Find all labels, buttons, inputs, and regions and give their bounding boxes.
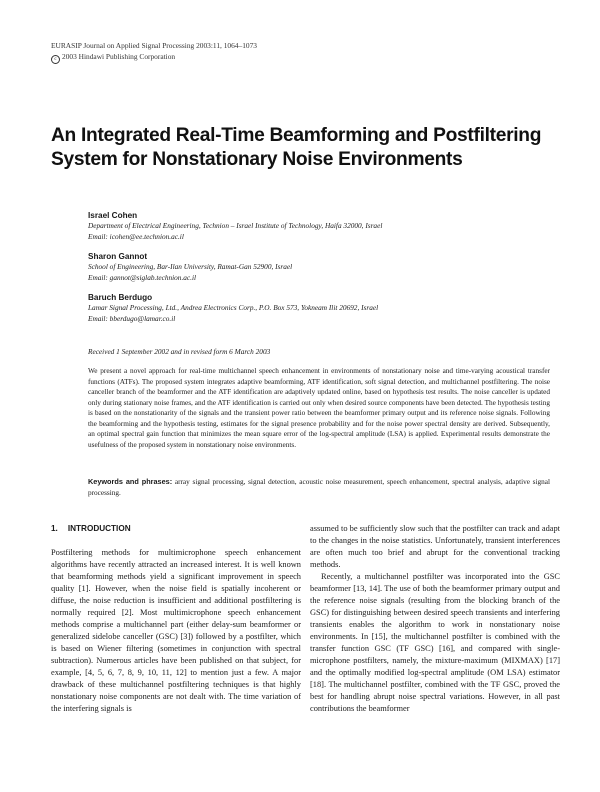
copyright-line	[51, 51, 257, 64]
author-list	[88, 210, 558, 334]
body-paragraph: Recently, a multichannel postfilter was incorporated into the GSC beamformer [13, 14]. The use of both the beamformer primary output and the reference noise signals (resulting from the blocking branch of the GSC) for distinguishing between desired speech transients and interfering transients enables the algorithm to work in nonstationary noise environments. In [15], the multichannel postfilter is combined with the transfer function GSC (TF GSC) [16], and compared with single-microphone postfilters, namely, the mixture-maximum (MIXMAX) [17] and the optimally modified log-spectral amplitude (OM LSA) estimator [18]. The multichannel postfilter, combined with the TF GSC, proved the best for handling abrupt noise spectral variations. However, in all past contributions the beamformer	[310, 572, 560, 713]
author-block	[88, 292, 558, 324]
left-column	[51, 523, 301, 715]
author-email: Email: bberdugo@lamar.co.il	[88, 313, 176, 323]
right-column	[310, 523, 560, 715]
author-name: Sharon Gannot	[88, 252, 148, 262]
copyright-text: 2003 Hindawi Publishing Corporation	[62, 52, 176, 61]
section-heading	[51, 523, 301, 535]
section-number: 1.	[51, 524, 58, 533]
author-affiliation: School of Engineering, Bar-Ilan University, Ramat-Gan 52900, Israel	[88, 262, 293, 272]
journal-header	[51, 40, 257, 64]
title-line-2: System for Nonstationary Noise Environments	[51, 149, 463, 170]
copyright-icon: c	[51, 55, 60, 64]
section-title: INTRODUCTION	[67, 524, 131, 533]
body-paragraph: Postfiltering methods for multimicrophone speech enhancement algorithms have recently attracted an increased interest. It is well known that beamforming methods yield a significant improvement in speech quality [1]. However, when the noise field is spatially incoherent or diffuse, the noise reduction is insufficient and additional postfiltering is normally required [2]. Most multimicrophone speech enhancement methods comprise a multichannel part (either delay-sum beamformer or generalized sidelobe canceller (GSC) [3]) followed by a postfilter, which is based on Wiener filtering (sometimes in conjunction with spectral subtraction). Numerous articles have been published on that subject, for example, [4, 5, 6, 7, 8, 9, 10, 11, 12] to mention just a few. A major drawback of these multichannel postfiltering techniques is that highly nonstationary noise components are not dealt with. The time variation of the interfering signals is	[51, 548, 301, 713]
title-line-1: An Integrated Real-Time Beamforming and Postfiltering	[51, 125, 542, 146]
journal-citation: EURASIP Journal on Applied Signal Processing 2003:11, 1064–1073	[51, 41, 257, 50]
author-name: Israel Cohen	[88, 211, 138, 220]
keywords	[88, 477, 550, 498]
author-email: Email: icohen@ee.technion.ac.il	[88, 231, 184, 241]
author-block	[88, 210, 558, 242]
author-affiliation: Department of Electrical Engineering, Technion – Israel Institute of Technology, Haifa 32000, Israel	[88, 221, 383, 230]
paper-title	[51, 124, 571, 172]
author-block	[88, 251, 558, 283]
abstract: We present a novel approach for real-time multichannel speech enhancement in environments of nonstationary noise and time-varying acoustical transfer functions (ATFs). The proposed system integrates adaptive beamforming, ATF identification, soft signal detection, and multichannel postfiltering. The noise canceller branch of the beamformer and the ATF identification are adaptively updated online, based on hypothesis test results. The noise canceller is updated only during stationary noise frames, and the ATF identification is carried out only when desired source components have been detected. The hypothesis testing is based on the nonstationarity of the signals and the transient power ratio between the beamformer primary output and its reference noise signals. Following the beamforming and the hypothesis testing, estimates for the signal presence probability and for the noise power spectral density are derived. Subsequently, an optimal spectral gain function that minimizes the mean square error of the log-spectral amplitude (LSA) is applied. Experimental results demonstrate the usefulness of the proposed system in nonstationary noise environments.	[88, 367, 550, 449]
body-paragraph: assumed to be sufficiently slow such that the postfilter can track and adapt to the changes in the noise statistics. Unfortunately, transient interferences are often much too brief and abrupt for the conventional tracking methods.	[310, 524, 560, 569]
keywords-text: array signal processing, signal detection, acoustic noise measurement, speech enhancement, spectral analysis, adaptive signal processing.	[88, 478, 550, 497]
author-name: Baruch Berdugo	[88, 293, 153, 303]
author-affiliation: Lamar Signal Processing, Ltd., Andrea Electronics Corp., P.O. Box 573, Yokneam Ilit 20692, Israel	[88, 303, 379, 313]
author-email: Email: gannot@siglab.technion.ac.il	[88, 272, 197, 282]
received-date: Received 1 September 2002 and in revised form 6 March 2003	[88, 347, 271, 356]
keywords-label: Keywords and phrases:	[88, 477, 173, 486]
